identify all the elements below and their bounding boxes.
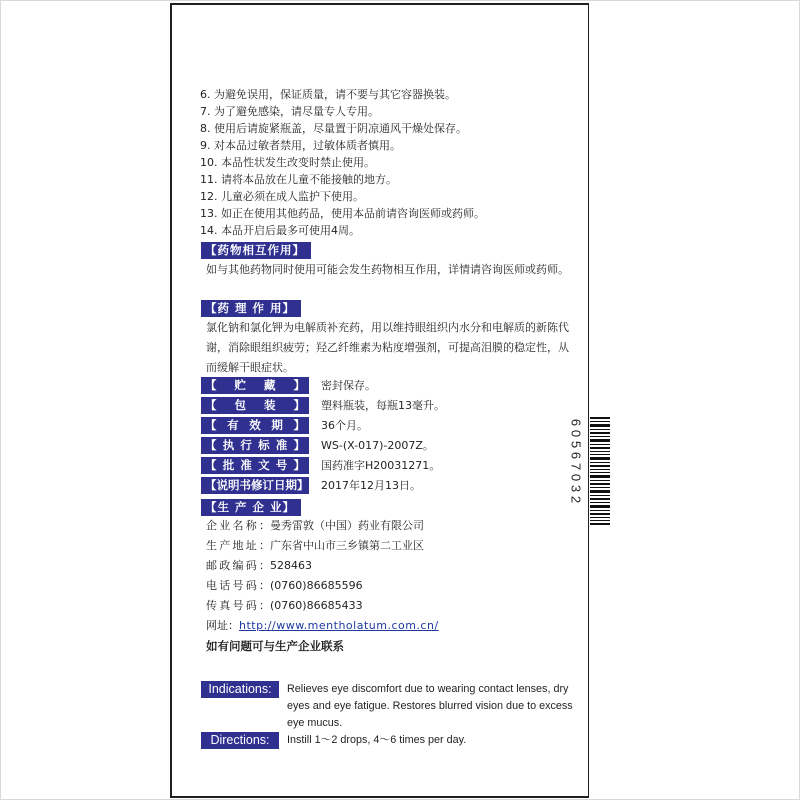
revision-date-label: 【说明书修订日期】 — [201, 477, 309, 494]
phone: (0760)86685596 — [270, 579, 363, 592]
barcode-digit: 5 — [568, 440, 584, 449]
barcode-digit: 0 — [568, 473, 584, 482]
postcode-row — [206, 556, 566, 576]
storage-value: 密封保存。 — [321, 379, 376, 392]
expiry-label: 【有效期】 — [201, 417, 309, 434]
precaution-item: 10. 本品性状发生改变时禁止使用。 — [200, 156, 375, 169]
barcode-digit: 7 — [568, 462, 584, 471]
standard-label: 【执行标准】 — [201, 437, 309, 454]
website-label: 网址： — [206, 619, 239, 632]
phone-row — [206, 576, 566, 596]
precautions-list — [200, 86, 560, 239]
phone-label: 电话号码： — [206, 579, 270, 592]
barcode-icon — [590, 417, 610, 525]
manufacturer-details — [206, 516, 566, 636]
barcode-digit: 2 — [568, 495, 584, 504]
barcode-digit: 6 — [568, 451, 584, 460]
fax-row — [206, 596, 566, 616]
precaution-item: 6. 为避免误用，保证质量，请不要与其它容器换装。 — [200, 88, 456, 101]
precaution-item: 12. 儿童必须在成人监护下使用。 — [200, 190, 364, 203]
barcode-number — [566, 417, 586, 527]
fax: (0760)86685433 — [270, 599, 363, 612]
barcode-digit: 3 — [568, 484, 584, 493]
website-row — [206, 616, 566, 636]
barcode-digit: 6 — [568, 418, 584, 427]
expiry-value: 36个月。 — [321, 419, 368, 432]
package-label: 【包装】 — [201, 397, 309, 414]
interactions-heading: 【药物相互作用】 — [201, 242, 311, 259]
indications-text: Relieves eye discomfort due to wearing contact lenses, dry eyes and eye fatigue. Restores blurred vision due to excess eye mucus. — [287, 683, 573, 729]
package-value: 塑料瓶装，每瓶13毫升。 — [321, 399, 445, 412]
website-link[interactable]: http://www.mentholatum.com.cn/ — [239, 619, 439, 632]
fax-label: 传真号码： — [206, 599, 270, 612]
company-name-row — [206, 516, 566, 536]
precaution-item: 9. 对本品过敏者禁用，过敏体质者慎用。 — [200, 139, 401, 152]
approval-label: 【批准文号】 — [201, 457, 309, 474]
address-row — [206, 536, 566, 556]
manufacturer-heading: 【生 产 企 业】 — [201, 499, 301, 516]
precaution-item: 8. 使用后请旋紧瓶盖，尽量置于阴凉通风干燥处保存。 — [200, 122, 467, 135]
directions-label: Directions: — [201, 732, 279, 749]
storage-label: 【贮藏】 — [201, 377, 309, 394]
revision-date-value: 2017年12月13日。 — [321, 479, 421, 492]
postcode-label: 邮政编码： — [206, 559, 270, 572]
approval-value: 国药准字H20031271。 — [321, 459, 441, 472]
company-name: 曼秀雷敦（中国）药业有限公司 — [270, 519, 424, 532]
precaution-item: 13. 如正在使用其他药品，使用本品前请咨询医师或药师。 — [200, 207, 485, 220]
precaution-item: 7. 为了避免感染，请尽量专人专用。 — [200, 105, 379, 118]
company-name-label: 企业名称： — [206, 519, 270, 532]
standard-value: WS-(X-017)-2007Z。 — [321, 439, 434, 452]
precaution-item: 14. 本品开启后最多可使用4周。 — [200, 224, 360, 237]
address: 广东省中山市三乡镇第二工业区 — [270, 539, 424, 552]
address-label: 生产地址： — [206, 539, 270, 552]
postcode: 528463 — [270, 559, 312, 572]
barcode-digit: 0 — [568, 429, 584, 438]
directions-text: Instill 1～2 drops, 4～6 times per day. — [287, 734, 467, 746]
indications-label: Indications: — [201, 681, 279, 698]
pharmacology-text: 氯化钠和氯化钾为电解质补充药，用以维持眼组织内水分和电解质的新陈代谢，消除眼组织疲劳；羟乙纤维素为粘度增强剂，可提高泪膜的稳定性，从而缓解干眼症状。 — [206, 321, 569, 374]
contact-note: 如有问题可与生产企业联系 — [206, 639, 344, 653]
pharmacology-heading: 【药 理 作 用】 — [201, 300, 301, 317]
precaution-item: 11. 请将本品放在儿童不能接触的地方。 — [200, 173, 397, 186]
interactions-text: 如与其他药物同时使用可能会发生药物相互作用，详情请咨询医师或药师。 — [206, 263, 569, 276]
